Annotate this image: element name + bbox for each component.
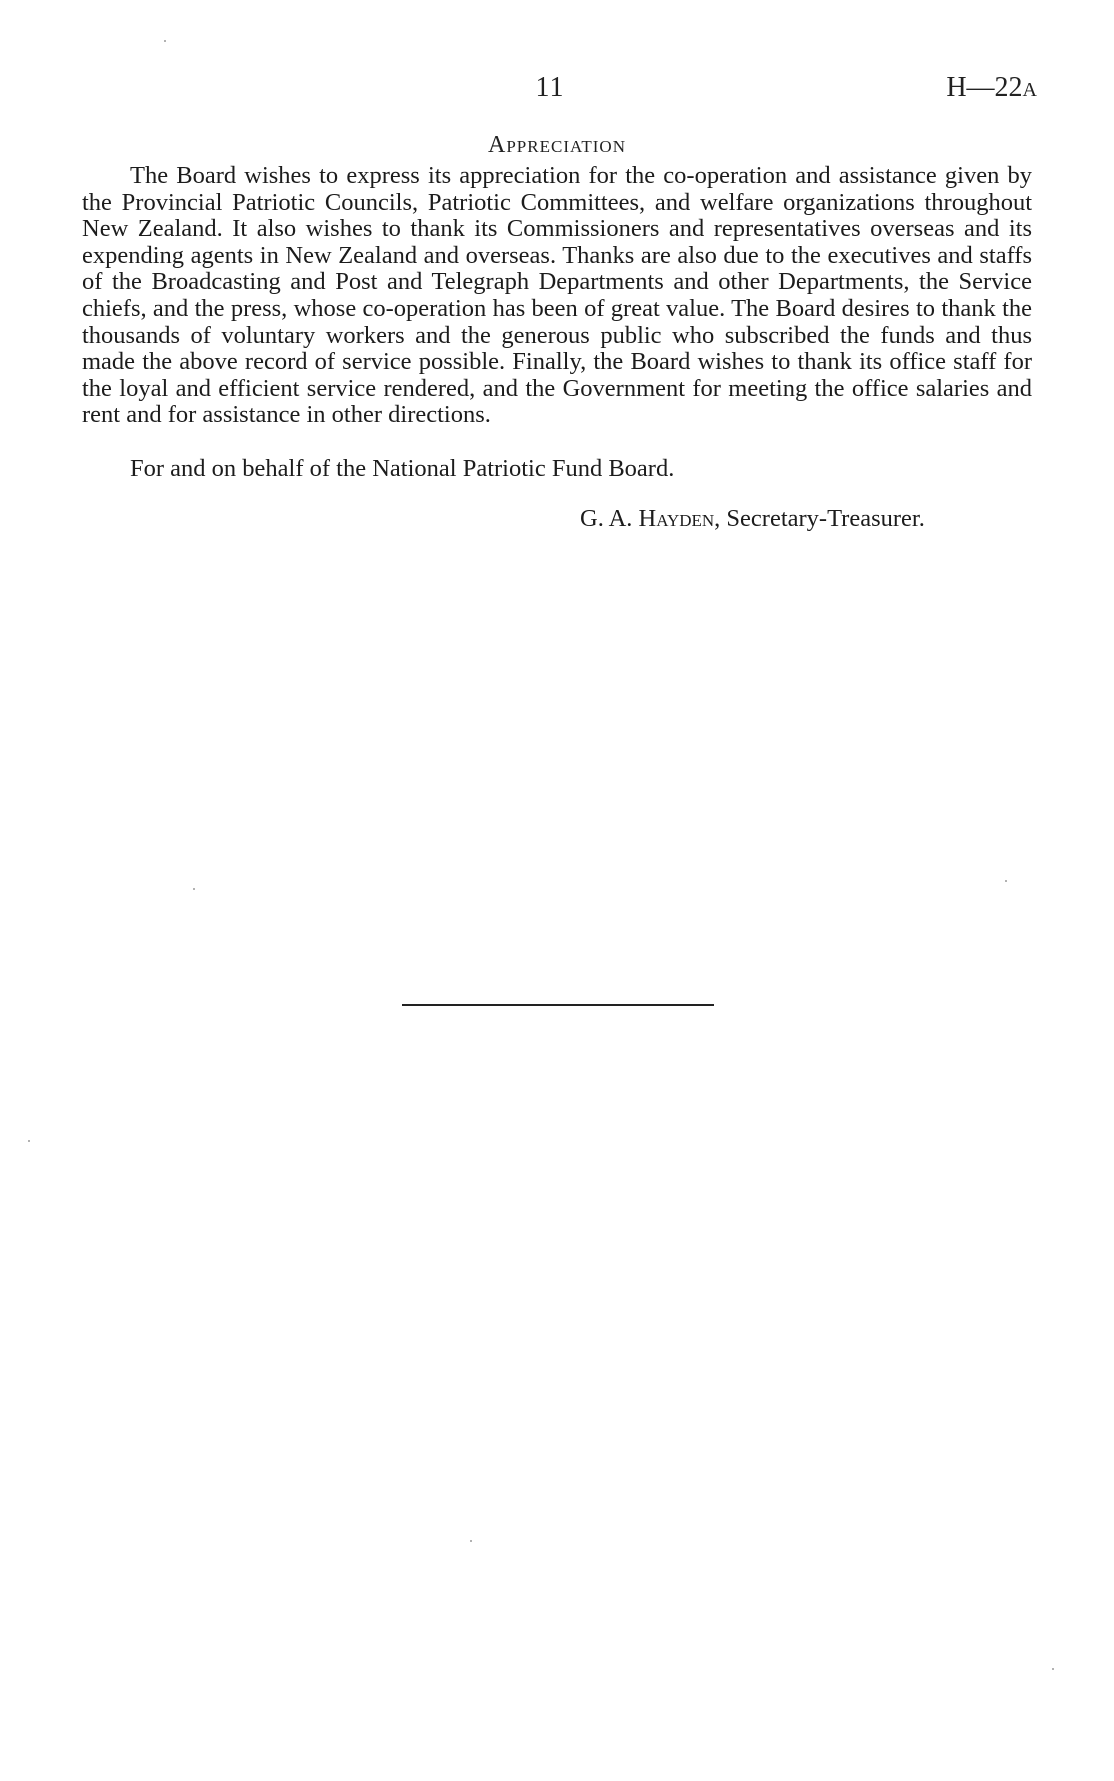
document-reference-suffix: A (1022, 79, 1037, 101)
closing-line: For and on behalf of the National Patriotic Fund Board. (130, 455, 675, 482)
signature-surname: Hayden (638, 505, 715, 532)
scan-speck (1005, 880, 1007, 882)
signature-title: , Secretary-Treasurer. (714, 505, 925, 532)
section-heading: Appreciation (488, 132, 626, 158)
section-divider-rule (402, 1004, 714, 1006)
signature-initials: G. A. (580, 505, 633, 532)
scan-speck (193, 888, 195, 890)
scan-speck (28, 1140, 30, 1142)
scan-speck (1052, 1668, 1054, 1670)
scan-speck (470, 1540, 472, 1542)
signature-block (580, 505, 925, 533)
document-reference-main: H—22 (946, 72, 1023, 103)
scan-speck (164, 40, 166, 42)
appreciation-paragraph: The Board wishes to express its appreciation for the co-operation and assistance given by the Provincial Patriotic Councils, Patriotic Committees, and welfare organizations throughout New Zealand. It also wishes to thank its Commissioners and representatives overseas and its expending agents in New Zealand and overseas. Thanks are also due to the executives and staffs of the Broadcasting and Post and Telegraph Departments and other Departments, the Service chiefs, and the press, whose co-operation has been of great value. The Board desires to thank the thousands of voluntary workers and the generous public who subscribed the funds and thus made the above record of service possible. Finally, the Board wishes to thank its office staff for the loyal and efficient service rendered, and the Government for meeting the office salaries and rent and for assistance in other directions. (82, 162, 1032, 429)
page-number: 11 (535, 72, 565, 103)
document-reference (946, 72, 1037, 104)
